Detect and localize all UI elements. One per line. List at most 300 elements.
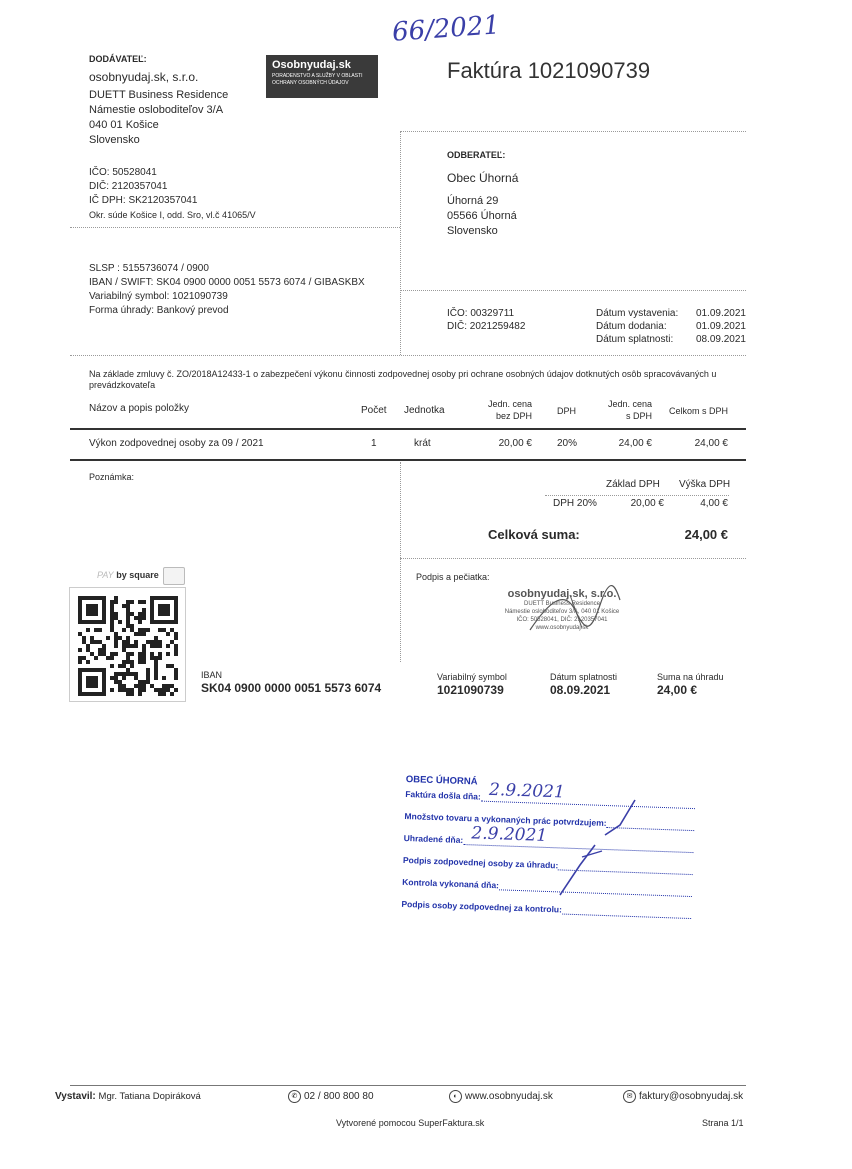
qr-module	[142, 616, 146, 620]
qr-module	[166, 608, 170, 612]
footer-issued-label: Vystavil:	[55, 1091, 96, 1102]
contract-note: Na základe zmluvy č. ZO/2018A12433-1 o zabezpečení výkonu činnosti zodpovednej osoby pri ochrane osobných údajov dotknutých osôb spracovávaných u prevádzkovateľa	[89, 369, 717, 390]
qr-module	[114, 680, 118, 684]
qr-module	[174, 612, 178, 616]
date-value: 01.09.2021	[695, 308, 746, 319]
footer-page: Strana 1/1	[702, 1118, 744, 1128]
vat-amount-label: Výška DPH	[679, 479, 731, 490]
qr-module	[114, 600, 118, 604]
qr-module	[166, 644, 170, 648]
qr-module	[166, 652, 170, 656]
bank-payment-form: Forma úhrady: Bankový prevod	[89, 305, 229, 316]
received-stamp-title: OBEC ÚHORNÁ	[405, 774, 478, 788]
table-header-vat: DPH	[557, 406, 577, 416]
qr-module	[114, 612, 118, 616]
supplier-name: osobnyudaj.sk, s.r.o.	[89, 70, 199, 84]
qr-module	[142, 684, 146, 688]
supplier-dic: DIČ: 2120357041	[89, 181, 168, 192]
qr-module	[114, 616, 118, 620]
qr-module	[142, 660, 146, 664]
qr-module	[150, 608, 154, 612]
qr-module	[150, 600, 154, 604]
qr-module	[82, 640, 86, 644]
qr-module	[150, 612, 154, 616]
qr-module	[110, 612, 114, 616]
qr-module	[150, 644, 154, 648]
qr-module	[134, 616, 138, 620]
qr-module	[86, 668, 90, 672]
qr-module	[126, 636, 130, 640]
qr-module	[146, 676, 150, 680]
qr-module	[122, 660, 126, 664]
qr-module	[90, 676, 94, 680]
qr-module	[102, 612, 106, 616]
qr-module	[166, 620, 170, 624]
qr-module	[86, 692, 90, 696]
qr-module	[106, 636, 110, 640]
qr-module	[98, 628, 102, 632]
pay-vs-label: Variabilný symbol	[437, 672, 507, 682]
qr-module	[130, 644, 134, 648]
qr-module	[174, 608, 178, 612]
qr-module	[94, 668, 98, 672]
qr-module	[102, 680, 106, 684]
supplier-address-line: 040 01 Košice	[89, 119, 159, 131]
qr-module	[158, 688, 162, 692]
qr-module	[170, 596, 174, 600]
qr-module	[154, 620, 158, 624]
qr-module	[150, 640, 154, 644]
table-header-price-line: Jedn. cena	[487, 399, 532, 409]
qr-module	[122, 644, 126, 648]
globe-icon: ◐	[449, 1090, 462, 1103]
qr-module	[174, 648, 178, 652]
qr-module	[174, 644, 178, 648]
qr-module	[78, 600, 82, 604]
qr-module	[110, 624, 114, 628]
qr-module	[142, 688, 146, 692]
qr-module	[130, 672, 134, 676]
qr-module	[86, 628, 90, 632]
qr-module	[162, 620, 166, 624]
logo-subtitle-line: OCHRANY OSOBNÝCH ÚDAJOV	[272, 80, 349, 86]
qr-module	[102, 596, 106, 600]
qr-module	[162, 604, 166, 608]
received-stamp-label: Uhradené dňa:	[403, 832, 464, 846]
qr-module	[150, 684, 154, 688]
qr-module	[166, 604, 170, 608]
phone-icon: ✆	[288, 1090, 301, 1103]
footer-web[interactable]	[449, 1090, 553, 1103]
qr-module	[138, 628, 142, 632]
qr-module	[158, 612, 162, 616]
item-unit: krát	[414, 438, 431, 449]
qr-module	[162, 628, 166, 632]
qr-module	[150, 616, 154, 620]
customer-name: Obec Úhorná	[447, 171, 519, 185]
qr-module	[142, 652, 146, 656]
qr-module	[126, 624, 130, 628]
qr-module	[130, 600, 134, 604]
qr-module	[154, 664, 158, 668]
supplier-ico: IČO: 50528041	[89, 167, 157, 178]
customer-dic: DIČ: 2021259482	[447, 321, 526, 332]
qr-code-frame	[69, 587, 186, 702]
qr-module	[126, 600, 130, 604]
qr-module	[134, 644, 138, 648]
pay-vs: 1021090739	[437, 683, 504, 697]
qr-module	[138, 632, 142, 636]
dates-block	[596, 307, 746, 346]
qr-module	[78, 676, 82, 680]
qr-module	[90, 596, 94, 600]
divider	[70, 227, 400, 228]
customer-address-line: Úhorná 29	[447, 195, 499, 207]
footer-issued	[55, 1091, 201, 1102]
qr-module	[174, 620, 178, 624]
qr-module	[158, 656, 162, 660]
qr-module	[174, 672, 178, 676]
pay-iban-label: IBAN	[201, 670, 223, 680]
date-value: 01.09.2021	[695, 321, 746, 332]
qr-module	[146, 640, 150, 644]
footer-rule	[70, 1085, 746, 1086]
qr-module	[142, 644, 146, 648]
supplier-heading: DODÁVATEĽ:	[89, 54, 147, 64]
footer-web-text: www.osobnyudaj.sk	[465, 1091, 553, 1102]
stamp-line: Námestie osloboditeľov 3/A, 040 01 Košice	[504, 609, 620, 615]
divider	[545, 495, 729, 496]
qr-module	[102, 616, 106, 620]
logo-subtitle	[266, 71, 378, 87]
supplier-address-line: Námestie osloboditeľov 3/A	[89, 104, 224, 116]
vat-amount: 4,00 €	[700, 498, 728, 509]
qr-module	[142, 612, 146, 616]
pay-sum: 24,00 €	[657, 683, 698, 697]
pay-iban: SK04 0900 0000 0051 5573 6074	[201, 681, 382, 695]
card-icon	[163, 567, 185, 585]
qr-module	[102, 644, 106, 648]
qr-module	[78, 596, 82, 600]
qr-module	[138, 680, 142, 684]
stamp-company-name: osobnyudaj.sk, s.r.o.	[507, 588, 617, 600]
qr-module	[122, 684, 126, 688]
qr-module	[78, 648, 82, 652]
bank-variable-symbol: Variabilný symbol: 1021090739	[89, 291, 228, 302]
qr-module	[130, 664, 134, 668]
table-header-price	[470, 398, 532, 422]
table-header-price-line: bez DPH	[495, 411, 532, 421]
received-stamp-label: Podpis zodpovednej osoby za úhradu:	[402, 854, 559, 871]
divider	[400, 131, 401, 355]
item-name: Výkon zodpovednej osoby za 09 / 2021	[89, 438, 264, 449]
qr-module	[162, 608, 166, 612]
handwritten-paid-date: 2.9.2021	[471, 823, 548, 846]
item-total: 24,00 €	[694, 438, 728, 449]
supplier-address-line: DUETT Business Residence	[89, 89, 229, 101]
grand-total-label: Celková suma:	[488, 527, 580, 542]
bank-iban-swift: IBAN / SWIFT: SK04 0900 0000 0051 5573 6074 / GIBASKBX	[89, 277, 365, 288]
qr-module	[150, 620, 154, 624]
table-header-rule	[70, 428, 746, 430]
qr-module	[170, 620, 174, 624]
qr-module	[154, 596, 158, 600]
supplier-ids	[89, 166, 256, 222]
qr-module	[102, 688, 106, 692]
qr-module	[94, 608, 98, 612]
qr-module	[154, 660, 158, 664]
qr-module	[110, 600, 114, 604]
qr-module	[142, 600, 146, 604]
qr-module	[114, 636, 118, 640]
qr-module	[90, 636, 94, 640]
qr-module	[94, 620, 98, 624]
date-label: Dátum splatnosti:	[596, 334, 674, 345]
qr-module	[142, 656, 146, 660]
qr-module	[138, 656, 142, 660]
qr-module	[118, 664, 122, 668]
qr-module	[114, 644, 118, 648]
qr-module	[162, 684, 166, 688]
vat-base-label: Základ DPH	[606, 479, 660, 490]
qr-module	[166, 632, 170, 636]
table-header-pricevat-line: Jedn. cena	[607, 399, 652, 409]
qr-module	[134, 676, 138, 680]
qr-module	[102, 604, 106, 608]
qr-module	[78, 620, 82, 624]
qr-module	[126, 608, 130, 612]
qr-module	[170, 664, 174, 668]
divider	[70, 355, 746, 356]
qr-module	[158, 608, 162, 612]
qr-module	[122, 628, 126, 632]
stamp-line: www.osobnyudaj.sk	[535, 625, 589, 631]
qr-module	[110, 652, 114, 656]
qr-module	[82, 668, 86, 672]
qr-module	[90, 608, 94, 612]
handwritten-registry-number: 66/2021	[391, 10, 501, 48]
qr-module	[138, 600, 142, 604]
qr-module	[102, 648, 106, 652]
customer-address	[447, 194, 517, 239]
qr-module	[102, 600, 106, 604]
qr-module	[150, 652, 154, 656]
qr-module	[86, 648, 90, 652]
qr-module	[94, 604, 98, 608]
qr-module	[86, 680, 90, 684]
pay-label: PAY	[97, 570, 114, 580]
qr-module	[102, 692, 106, 696]
footer-issued-by: Mgr. Tatiana Dopiráková	[98, 1091, 201, 1102]
pay-due-label: Dátum splatnosti	[550, 672, 618, 682]
qr-module	[138, 652, 142, 656]
qr-module	[90, 620, 94, 624]
qr-module	[86, 644, 90, 648]
table-header-name: Názov a popis položky	[89, 403, 190, 414]
qr-module	[130, 628, 134, 632]
item-price: 20,00 €	[498, 438, 532, 449]
qr-module	[118, 636, 122, 640]
divider	[400, 290, 746, 291]
qr-module	[114, 652, 118, 656]
qr-module	[86, 676, 90, 680]
grand-total: 24,00 €	[684, 527, 728, 542]
qr-module	[174, 652, 178, 656]
qr-module	[86, 684, 90, 688]
vat-base: 20,00 €	[630, 498, 664, 509]
qr-module	[114, 676, 118, 680]
qr-module	[126, 644, 130, 648]
qr-module	[170, 628, 174, 632]
received-stamp-label: Množstvo tovaru a vykonaných prác potvrdzujem:	[404, 810, 607, 829]
qr-module	[142, 608, 146, 612]
qr-module	[154, 640, 158, 644]
qr-module	[138, 620, 142, 624]
qr-module	[154, 636, 158, 640]
qr-module	[130, 612, 134, 616]
signature-label: Podpis a pečiatka:	[416, 572, 490, 582]
customer-ico: IČO: 00329711	[447, 308, 515, 319]
qr-module	[138, 616, 142, 620]
table-header-qty: Počet	[361, 405, 387, 416]
qr-module	[114, 596, 118, 600]
qr-module	[126, 688, 130, 692]
item-qty: 1	[371, 438, 377, 449]
qr-module	[174, 632, 178, 636]
supplier-address	[89, 88, 228, 148]
qr-module	[162, 612, 166, 616]
qr-module	[110, 676, 114, 680]
qr-module	[154, 676, 158, 680]
qr-module	[142, 632, 146, 636]
qr-module	[146, 680, 150, 684]
qr-module	[126, 640, 130, 644]
qr-module	[158, 596, 162, 600]
qr-module	[154, 668, 158, 672]
qr-module	[162, 688, 166, 692]
qr-module	[142, 648, 146, 652]
qr-module	[166, 688, 170, 692]
logo-title: Osobnyudaj.sk	[272, 59, 351, 71]
qr-module	[174, 604, 178, 608]
date-label: Dátum dodania:	[596, 321, 667, 332]
signature-scribble	[520, 580, 630, 640]
qr-module	[138, 684, 142, 688]
qr-module	[78, 688, 82, 692]
qr-module	[86, 596, 90, 600]
qr-module	[110, 620, 114, 624]
qr-module	[90, 652, 94, 656]
qr-module	[98, 648, 102, 652]
note-label: Poznámka:	[89, 472, 135, 482]
qr-module	[130, 660, 134, 664]
supplier-registry: Okr. súde Košice I, odd. Sro, vl.č 41065/V	[89, 210, 256, 220]
qr-module	[94, 656, 98, 660]
qr-module	[130, 688, 134, 692]
footer-phone	[288, 1090, 374, 1103]
qr-module	[102, 608, 106, 612]
qr-module	[110, 664, 114, 668]
supplier-address-line: Slovensko	[89, 134, 140, 146]
qr-module	[102, 672, 106, 676]
qr-module	[142, 628, 146, 632]
qr-module	[110, 616, 114, 620]
qr-module	[78, 616, 82, 620]
qr-module	[118, 684, 122, 688]
qr-module	[150, 596, 154, 600]
qr-module	[126, 616, 130, 620]
qr-module	[154, 672, 158, 676]
qr-module	[78, 660, 82, 664]
qr-module	[162, 676, 166, 680]
qr-module	[158, 644, 162, 648]
qr-module	[86, 608, 90, 612]
received-stamp-label: Podpis osoby zodpovednej za kontrolu:	[401, 898, 563, 915]
qr-module	[126, 672, 130, 676]
qr-module	[78, 684, 82, 688]
company-logo	[266, 55, 378, 98]
qr-module	[166, 684, 170, 688]
date-label: Dátum vystavenia:	[596, 308, 679, 319]
qr-module	[78, 692, 82, 696]
qr-module	[122, 672, 126, 676]
item-vat: 20%	[557, 438, 578, 449]
qr-module	[146, 672, 150, 676]
qr-module	[102, 684, 106, 688]
qr-module	[150, 604, 154, 608]
qr-module	[90, 612, 94, 616]
by-square-label: by square	[116, 570, 159, 580]
qr-module	[94, 596, 98, 600]
qr-module	[86, 612, 90, 616]
customer-address-line: 05566 Úhorná	[447, 210, 517, 222]
qr-module	[94, 640, 98, 644]
qr-module	[162, 596, 166, 600]
qr-module	[110, 628, 114, 632]
qr-module	[122, 648, 126, 652]
qr-module	[98, 596, 102, 600]
qr-module	[110, 656, 114, 660]
qr-module	[90, 668, 94, 672]
pay-sum-label: Suma na úhradu	[657, 672, 724, 682]
qr-module	[118, 672, 122, 676]
qr-module	[146, 668, 150, 672]
qr-module	[174, 668, 178, 672]
qr-module	[130, 692, 134, 696]
mail-icon: ✉	[623, 1090, 636, 1103]
qr-module	[94, 612, 98, 616]
qr-module	[170, 684, 174, 688]
qr-module	[82, 620, 86, 624]
invoice-title: Faktúra 1021090739	[447, 58, 651, 83]
date-row	[596, 307, 746, 320]
qr-module	[174, 676, 178, 680]
supplier-icdph: IČ DPH: SK2120357041	[89, 195, 198, 206]
qr-module	[154, 688, 158, 692]
qr-module	[150, 656, 154, 660]
qr-module	[166, 664, 170, 668]
table-bottom-rule	[70, 459, 746, 461]
qr-module	[102, 676, 106, 680]
qr-module	[98, 640, 102, 644]
qr-module	[78, 608, 82, 612]
qr-module	[94, 684, 98, 688]
footer-email[interactable]	[623, 1090, 743, 1103]
table-header-pricevat-line: s DPH	[625, 411, 652, 421]
qr-module	[90, 640, 94, 644]
qr-module	[146, 628, 150, 632]
qr-module	[122, 604, 126, 608]
